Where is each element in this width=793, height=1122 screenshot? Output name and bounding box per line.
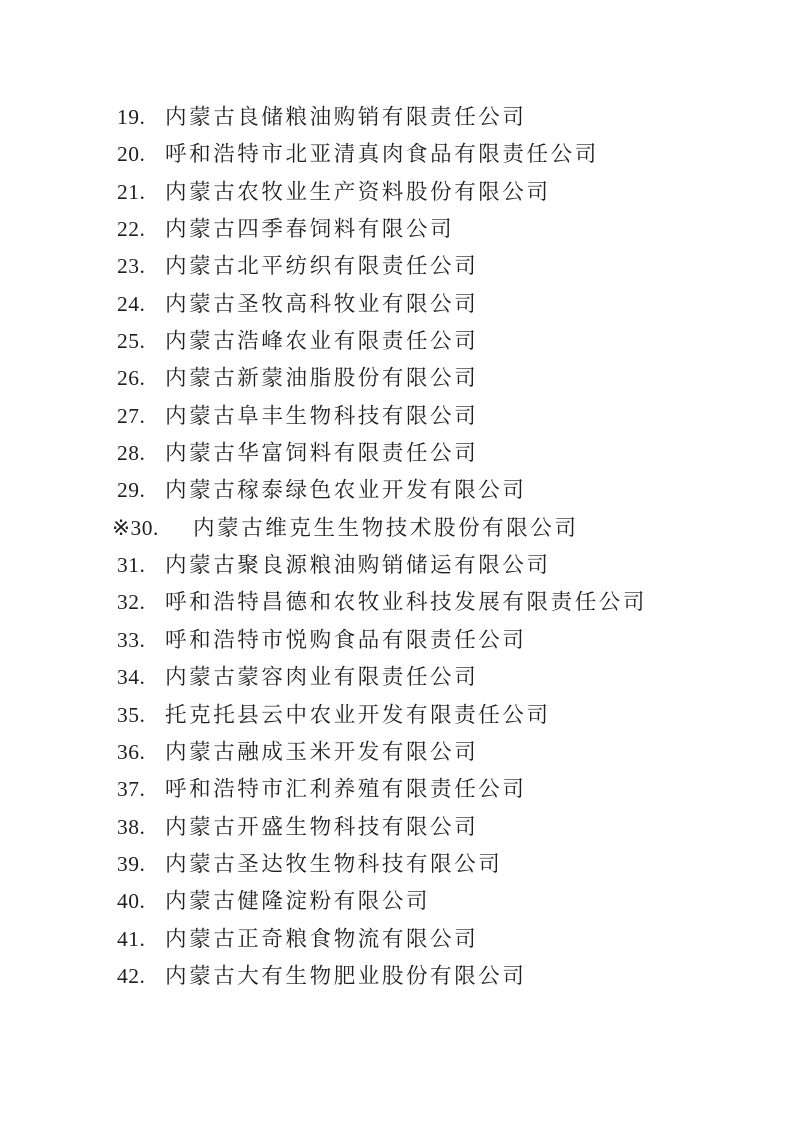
- company-name: 内蒙古开盛生物科技有限公司: [165, 814, 479, 839]
- company-name: 内蒙古大有生物肥业股份有限公司: [165, 963, 527, 988]
- list-item: [0, 174, 793, 211]
- list-item: [0, 360, 793, 397]
- item-number: 20.: [117, 142, 146, 167]
- company-name: 内蒙古健隆淀粉有限公司: [165, 889, 431, 914]
- item-number: 32.: [117, 590, 146, 615]
- item-number: 27.: [117, 403, 146, 428]
- list-item: [0, 286, 793, 323]
- list-item: [0, 547, 793, 584]
- company-name: 呼和浩特市汇利养殖有限责任公司: [165, 777, 527, 802]
- company-name: 内蒙古四季春饲料有限公司: [165, 217, 455, 242]
- item-number: 36.: [117, 739, 146, 764]
- company-name: 内蒙古正奇粮食物流有限公司: [165, 926, 479, 951]
- list-item: [0, 398, 793, 435]
- item-number: 42.: [117, 963, 146, 988]
- item-number: 38.: [117, 814, 146, 839]
- item-number: 34.: [117, 665, 146, 690]
- company-name: 内蒙古华富饲料有限责任公司: [165, 441, 479, 466]
- company-name: 内蒙古新蒙油脂股份有限公司: [165, 366, 479, 391]
- list-item: [0, 809, 793, 846]
- item-number: 33.: [117, 627, 146, 652]
- list-item: [0, 846, 793, 883]
- list-item: [0, 734, 793, 771]
- company-name: 内蒙古稼泰绿色农业开发有限公司: [165, 478, 527, 503]
- list-item: [0, 771, 793, 808]
- item-number: 19.: [117, 105, 146, 129]
- list-item: [0, 510, 793, 547]
- company-list: [0, 99, 793, 995]
- company-name: 内蒙古良储粮油购销有限责任公司: [165, 105, 527, 129]
- item-number: 23.: [117, 254, 146, 279]
- company-name: 呼和浩特昌德和农牧业科技发展有限责任公司: [165, 590, 648, 615]
- list-item: [0, 323, 793, 360]
- item-number: 28.: [117, 441, 146, 466]
- company-name: 内蒙古农牧业生产资料股份有限公司: [165, 179, 551, 204]
- list-item: [0, 136, 793, 173]
- company-name: 内蒙古圣牧高科牧业有限公司: [165, 291, 479, 316]
- item-number: 41.: [117, 926, 146, 951]
- item-number: 24.: [117, 291, 146, 316]
- company-name: 呼和浩特市北亚清真肉食品有限责任公司: [165, 142, 599, 167]
- list-item: [0, 584, 793, 621]
- list-item: [0, 472, 793, 509]
- list-item: [0, 958, 793, 995]
- list-item: [0, 622, 793, 659]
- company-name: 内蒙古融成玉米开发有限公司: [165, 739, 479, 764]
- list-item: [0, 659, 793, 696]
- list-item: [0, 883, 793, 920]
- company-name: 内蒙古聚良源粮油购销储运有限公司: [165, 553, 551, 578]
- company-name: 内蒙古北平纺织有限责任公司: [165, 254, 479, 279]
- list-item: [0, 211, 793, 248]
- company-name: 内蒙古维克生生物技术股份有限公司: [193, 515, 579, 540]
- item-number: 39.: [117, 851, 146, 876]
- item-number: 37.: [117, 777, 146, 802]
- item-number: 40.: [117, 889, 146, 914]
- item-number: 35.: [117, 702, 146, 727]
- company-name: 内蒙古阜丰生物科技有限公司: [165, 403, 479, 428]
- item-number: ※30.: [112, 515, 159, 540]
- list-item: [0, 697, 793, 734]
- item-number: 29.: [117, 478, 146, 503]
- list-item: [0, 435, 793, 472]
- list-item: [0, 921, 793, 958]
- company-name: 呼和浩特市悦购食品有限责任公司: [165, 627, 527, 652]
- item-number: 22.: [117, 217, 146, 242]
- item-number: 25.: [117, 329, 146, 354]
- list-item: [0, 248, 793, 285]
- item-number: 26.: [117, 366, 146, 391]
- list-item: [0, 99, 793, 136]
- company-name: 内蒙古蒙容肉业有限责任公司: [165, 665, 479, 690]
- company-name: 内蒙古圣达牧生物科技有限公司: [165, 851, 503, 876]
- company-name: 托克托县云中农业开发有限责任公司: [165, 702, 551, 727]
- item-number: 31.: [117, 553, 146, 578]
- company-name: 内蒙古浩峰农业有限责任公司: [165, 329, 479, 354]
- item-number: 21.: [117, 179, 146, 204]
